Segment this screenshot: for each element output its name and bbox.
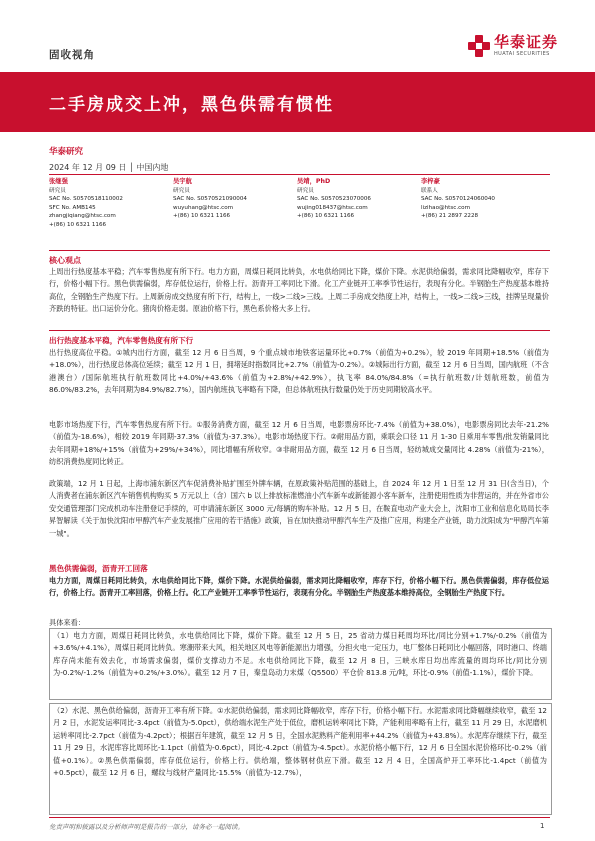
footer-divider — [49, 817, 550, 818]
analyst-email[interactable]: wujing018437@htsc.com — [297, 204, 368, 211]
analyst-name: 李梓豪 — [421, 178, 440, 185]
date-separator: │ — [128, 163, 137, 172]
black-text: 电力方面，周煤日耗同比转负，水电供给同比下降，煤价下降。水泥供给偏弱，需求同比降幅收窄，库存下行，价格小幅下行。黑色供需偏弱，库存低位运行，价格上行。沥青开工率回落，价格上行。化工产业链开工率季节性运行，表现有分化。半钢胎生产热度基本维持高位，全钢胎生产热度下行。 — [49, 576, 549, 598]
analyst-phone: +(86) 10 6321 1166 — [49, 221, 107, 228]
footer-disclaimer: 免责声明和披露以及分析师声明是报告的一部分，请务必一起阅读。 — [49, 823, 244, 831]
analyst-email[interactable]: wuyuhang@htsc.com — [173, 204, 234, 211]
logo-mark-icon — [468, 35, 490, 57]
core-text: 上周出行热度基本平稳；汽车零售热度有所下行。电力方面，周煤日耗同比转负，水电供给同比下降，煤价下降。水泥供给偏弱，需求同比降幅收窄，库存下行，价格小幅下行。黑色供需偏弱，库存低位运行，价格上行。沥青开工率同比下滑。化工产业链开工率季节性运行，表现有分化。半钢胎生产热度基本维持高位，全钢胎生产热度下行。上周新房成交热度有所下行，结构上，一线>二线>三线。上周二手房成交热度上冲，结构上，一线>二线>三线，挂牌呈现量价齐跌的特征。出口运价分化。猪肉价格走弱。原油价格下行，黑色系价格大多上行。 — [49, 267, 549, 314]
analyst-role: 研究员 — [49, 187, 66, 194]
analyst-phone: +(86) 10 6321 1166 — [297, 213, 355, 220]
analyst-sfc: SFC No. AMB145 — [49, 204, 96, 211]
huatai-logo — [468, 34, 558, 58]
report-date: 2024 年 12 月 09 日 — [49, 163, 127, 172]
analyst-name: 吴靖，PhD — [297, 178, 331, 185]
analyst-card — [49, 178, 169, 230]
detail-label: 具体来看： — [49, 618, 85, 627]
analyst-name: 张继强 — [49, 178, 68, 185]
black-subhead: 黑色供需偏弱，沥青开工回落 — [49, 564, 148, 573]
title-banner — [0, 72, 595, 132]
region: 中国内地 — [136, 163, 169, 172]
detail-p2: （2）水泥、黑色供给偏弱，沥青开工率有所下降。①水泥供给偏弱，需求同比降幅收窄，库存下行，价格小幅下行。水泥需求同比降幅继续收窄，截至 12 月 2 日，水泥发运率同比-3.4pct（前值为-5.0pct），供给端水泥生产处于低位，磨机运转率同比下降，产能利用率略有上行，截至 11 月 29 日，水泥磨机运转率同比-2.7pct（前值为-4.2pct）；根据百年建筑，截至 12 月 5 日，全国水泥熟料产能利用率+44.2%（前值为+43.8%）。水泥库存继续下行，截至 11 月 29 日，水泥库容比周环比-1.1pct（前值为-0.6pct），同比-4.2pct（前值为-4.5pct）。水泥价格小幅下行，12 月 6 日全国水泥价格环比-0.2%（前值+0.1%）。②黑色供需偏弱，库存低位运行，价格上行。供给端，整体钢材供应下滑。截至 12 月 4 日，全国高炉开工率环比-1.4pct（前值为+0.5pct），截至 12 月 6 日，螺纹与线材产量同比-15.5%（前值为-12.7%）， — [53, 706, 547, 778]
consume-text: 电影市场热度下行，汽车零售热度有所下行。①服务消费方面，截至 12 月 6 日当周，电影票房环比-7.4%（前值为+38.0%），电影票房同比去年-21.2%（前值为-18.6%），相较 2019 年同期-37.3%（前值为-37.3%）。电影市场热度下行。②耐用品方面，乘联会口径 11 月 1-30 日乘用车零售/批发销量同比去年同期+18%/+15%（前值为+29%/+34%），同比增幅有所收窄。③非耐用品方面，截至 12 月 6 日当周，轻纺城成交量同比 4.28%（前值为-21%），纺织消费热度同比转正。 — [49, 420, 549, 467]
analyst-list — [49, 178, 549, 230]
policy-text: 政策端，12 月 1 日起，上海市浦东新区汽车促消费补贴扩围至外牌车辆，在原政策补贴范围的基础上，自 2024 年 12 月 1 日至 12 月 31 日(含当日)，个人消费者在浦东新区汽车销售机构购买 5 万元以上（含）国六 b 以上排放标准燃油小汽车新车或新能源小客车新车，注册使用性质为非营运的，并在外省市公安交通管理部门完成机动车注册登记手续的，可申请浦东新区 3000 元/每辆的购车补贴。12 月 5 日，在鞍直电动产业大会上，沈阳市工业和信息化局局长李昇智解读《关于加快沈阳市甲醇汽车产业发展推广应用的若干措施》政策，旨在加快推动甲醇汽车生产及推广应用，构建全产业链，助力沈阳成为"甲醇汽车第一城"。 — [49, 479, 549, 538]
divider — [49, 330, 550, 331]
analyst-card — [173, 178, 293, 230]
dateline — [49, 162, 168, 173]
travel-text: 出行热度高位平稳。①城内出行方面，截至 12 月 6 日当周，9 个重点城市地铁客运量环比+0.7%（前值为+0.2%），较 2019 年同期+18.5%（前值为+18.0%），出行热度总体高位延续；截至 12 月 1 日，拥堵延时指数同比+2.7%（前值为-0.2%）。②城际出行方面，截至 12 月 6 日当周，国内航班（不含港澳台）/国际航班执行航班数同比+4.0%/+43.6%（前值为+2.8%/+42.9%），执飞率 84.0%/84.8%（=执行航班数/计划航班数，前值为 86.0%/83.2%，去年同期为84.9%/82.7%），国内航班执飞率略有下降，但总体航班执行数量仍处于历史同期较高水平。 — [49, 348, 549, 395]
travel-subhead: 出行热度基本平稳，汽车零售热度有所下行 — [49, 336, 194, 345]
analyst-name: 吴宇航 — [173, 178, 192, 185]
analyst-email[interactable]: zhangjiqiang@htsc.com — [49, 213, 116, 220]
detail-p1: （1）电力方面，周煤日耗同比转负，水电供给同比下降，煤价下降。截至 12 月 5 日，25 省动力煤日耗周均环比/同比分别+1.7%/-0.2%（前值为+3.6%/+4.1%），周煤日耗同比转负。寒潮带来大风，相关地区风电等新能源出力增强，分担火电一定压力，电厂整体日耗同比小幅回落，同时港口、终端库存尚未能有效去化，市场需求偏弱，煤价支撑动力不足。水电供给同比下降，截至 12 月 8 日，三峡水库日均出库流量的周均环比/同比分别为-0.2%/-1.2%（前值为+0.2%/+3.0%）。截至 12 月 7 日，秦皇岛动力末煤（Q5500）平仓价 813.8 元/吨，环比-0.9%（前值-1.1%），煤价下降。 — [53, 631, 547, 678]
analyst-phone: +(86) 10 6321 1166 — [173, 213, 231, 220]
logo-cn: 华泰证券 — [494, 33, 559, 51]
analyst-sac: SAC No. S0570518110002 — [49, 196, 123, 203]
analyst-card — [421, 178, 541, 230]
org-name: 华泰研究 — [49, 147, 84, 157]
analyst-email[interactable]: lizihao@htsc.com — [421, 204, 471, 211]
analyst-card — [297, 178, 417, 230]
analyst-sac: SAC No. S0570523070006 — [297, 196, 371, 203]
page-number: 1 — [540, 822, 545, 830]
divider — [49, 174, 550, 175]
analyst-phone: +(86) 21 2897 2228 — [421, 213, 479, 220]
analyst-role: 联系人 — [421, 187, 438, 194]
analyst-sac: SAC No. S0570521090004 — [173, 196, 247, 203]
analyst-role: 研究员 — [297, 187, 314, 194]
report-title: 二手房成交上冲，黑色供需有惯性 — [49, 95, 334, 115]
analyst-role: 研究员 — [173, 187, 190, 194]
section-label: 固收视角 — [49, 49, 95, 61]
core-heading: 核心观点 — [49, 256, 81, 265]
logo-en: HUATAI SECURITIES — [494, 51, 550, 57]
top-bar — [0, 0, 595, 72]
divider — [49, 250, 550, 251]
analyst-sac: SAC No. S0570124060040 — [421, 196, 495, 203]
